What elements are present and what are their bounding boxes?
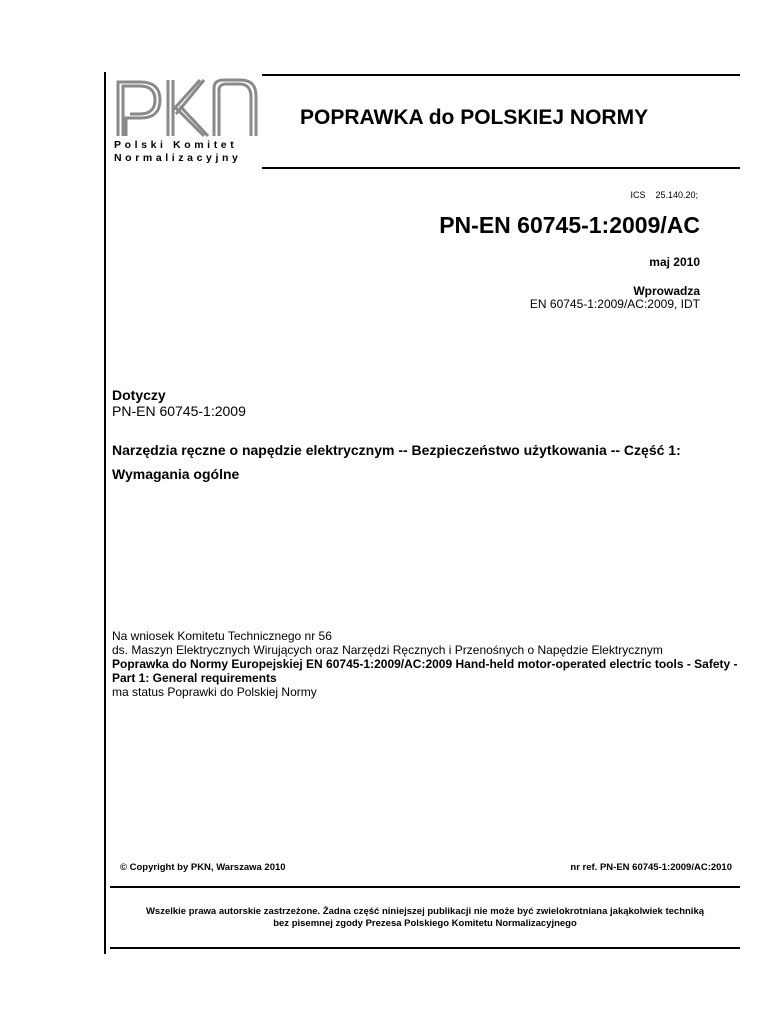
publication-date: maj 2010 bbox=[649, 255, 700, 269]
copyright-notice: © Copyright by PKN, Warszawa 2010 bbox=[120, 862, 286, 873]
standard-title-polish: Narzędzia ręczne o napędzie elektrycznym -- Bezpieczeństwo użytkowania -- Część 1: Wymagania ogólne bbox=[112, 442, 681, 482]
standard-code: PN-EN 60745-1:2009/AC bbox=[439, 212, 700, 238]
ics-label: ICS bbox=[630, 190, 646, 200]
ics-line bbox=[630, 190, 698, 200]
pkn-logo-letters bbox=[114, 76, 260, 138]
introduces-label: Wprowadza bbox=[633, 284, 700, 298]
left-margin-rule bbox=[104, 72, 106, 954]
rights-notice bbox=[110, 906, 740, 930]
rights-line-1: Wszelkie prawa autorskie zastrzeżone. Żadna część niniejszej publikacji nie może być zwielokrotniana jakąkolwiek techniką bbox=[145, 906, 705, 917]
reference-number: nr ref. PN-EN 60745-1:2009/AC:2010 bbox=[570, 862, 732, 873]
logo-text-line1: Polski Komitet bbox=[114, 139, 238, 151]
header-top-rule bbox=[262, 74, 740, 76]
rights-line-2: bez pisemnej zgody Prezesa Polskiego Komitetu Normalizacyjnego bbox=[273, 918, 577, 929]
header-bottom-rule bbox=[262, 167, 740, 169]
logo-text-line2: Normalizacyjny bbox=[114, 152, 242, 164]
ics-value: 25.140.20; bbox=[655, 190, 698, 200]
footer-top-rule bbox=[110, 886, 740, 888]
footer-bottom-rule bbox=[110, 947, 740, 949]
concerns-label: Dotyczy bbox=[112, 387, 166, 403]
concerns-value: PN-EN 60745-1:2009 bbox=[112, 403, 246, 419]
request-line-2: ds. Maszyn Elektrycznych Wirujących oraz Narzędzi Ręcznych i Przenośnych o Napędzie Elektrycznym bbox=[112, 643, 663, 657]
request-line-1: Na wniosek Komitetu Technicznego nr 56 bbox=[112, 629, 332, 643]
request-line-4: ma status Poprawki do Polskiej Normy bbox=[112, 685, 317, 699]
request-block bbox=[112, 629, 742, 699]
introduces-value: EN 60745-1:2009/AC:2009, IDT bbox=[529, 297, 700, 311]
document-type-title: POPRAWKA do POLSKIEJ NORMY bbox=[300, 106, 649, 129]
request-line-3: Poprawka do Normy Europejskiej EN 60745-1:2009/AC:2009 Hand-held motor-operated electric tools - Safety - Part 1: General requirements bbox=[112, 657, 738, 685]
